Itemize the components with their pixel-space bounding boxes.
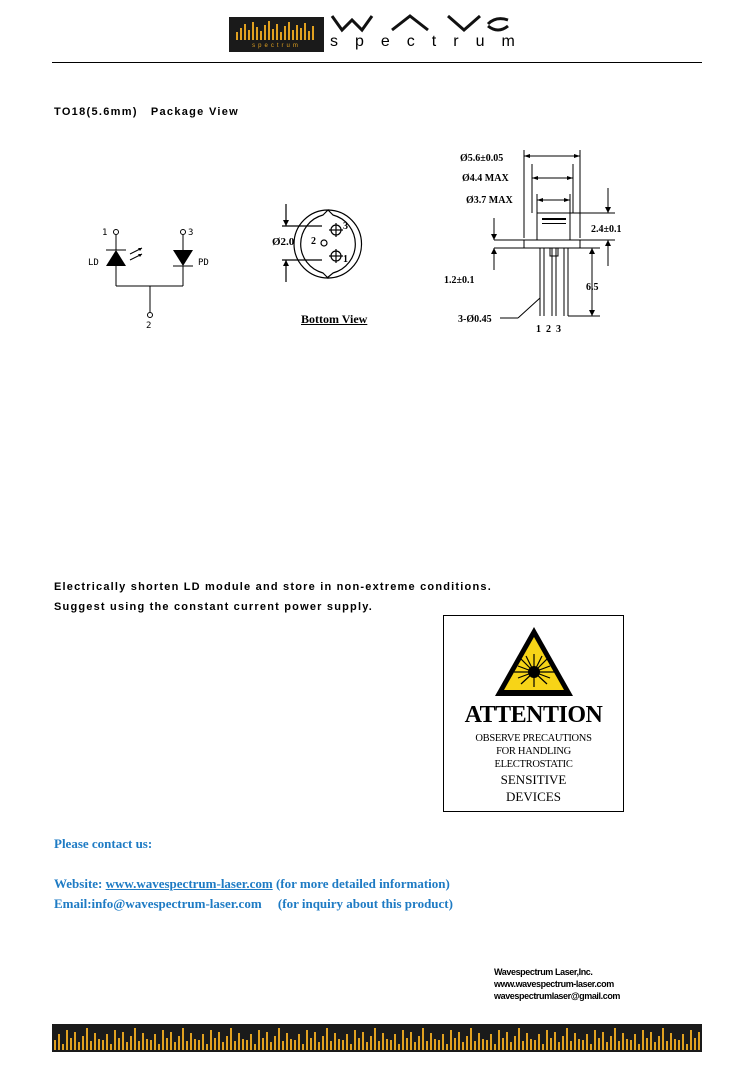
attention-line-2: FOR HANDLING: [496, 746, 571, 757]
dim-flange: 1.2±0.1: [444, 275, 475, 286]
logo-spectrum-text: spectrum: [330, 33, 532, 50]
bottom-pin1-label: 1: [343, 254, 348, 265]
logo-small-text: spectrum: [252, 43, 301, 49]
pd-label: PD: [198, 258, 209, 268]
bottom-view-label: Bottom View: [301, 312, 368, 326]
section-title: TO18(5.6mm) Package View: [54, 106, 240, 118]
esd-attention-label: [443, 615, 624, 812]
company-name: Wavespectrum Laser,Inc.: [494, 967, 593, 977]
bottom-pin3-label: 3: [343, 221, 348, 232]
dim-max-4-4: Ø4.4 MAX: [462, 173, 509, 184]
circuit-pin2-label: 2: [146, 321, 152, 331]
side-pin-numbers: 1 2 3: [536, 324, 561, 335]
attention-line-1: OBSERVE PRECAUTIONS: [475, 733, 592, 744]
website-prefix: Website:: [54, 876, 106, 891]
website-suffix: (for more detailed information): [272, 876, 450, 891]
handling-note: Electrically shorten LD module and store in non-extreme conditions.: [54, 581, 492, 593]
company-info: [494, 966, 620, 1002]
logo-mark: [229, 17, 324, 52]
website-link[interactable]: www.wavespectrum-laser.com: [105, 876, 273, 891]
footer-bars-decoration: [52, 1024, 702, 1052]
pinout-circuit: [80, 220, 220, 332]
dim-outer-diameter: Ø5.6±0.05: [460, 153, 504, 164]
bottom-view-diagram: [266, 196, 386, 311]
ld-label: LD: [88, 258, 99, 268]
company-web: www.wavespectrum-laser.com: [494, 979, 614, 989]
dim-leads: 3-Ø0.45: [458, 314, 492, 325]
company-email: wavespectrumlaser@gmail.com: [494, 991, 621, 1001]
power-supply-note: Suggest using the constant current power supply.: [54, 601, 373, 613]
bottom-view-diameter: Ø2.0: [272, 236, 295, 248]
website-line: [54, 876, 450, 892]
contact-heading: Please contact us:: [54, 836, 153, 851]
attention-line-5: DEVICES: [506, 789, 561, 804]
logo-bars-icon: [235, 20, 318, 40]
bottom-pin2-label: 2: [311, 236, 316, 247]
circuit-pin3-label: 3: [188, 228, 194, 238]
dim-lead-length: 6.5: [586, 282, 599, 293]
attention-line-3: ELECTROSTATIC: [494, 759, 573, 770]
laser-warning-icon: [492, 624, 576, 700]
attention-line-4: SENSITIVE: [500, 772, 567, 787]
side-view-diagram: [440, 148, 640, 338]
email-line: Email:info@wavespectrum-laser.com (for inquiry about this product): [54, 896, 453, 911]
dim-cap-height: 2.4±0.1: [591, 224, 622, 235]
dim-max-3-7: Ø3.7 MAX: [466, 195, 513, 206]
header-divider: [52, 62, 702, 63]
attention-title: ATTENTION: [464, 702, 603, 728]
circuit-pin1-label: 1: [102, 228, 108, 238]
